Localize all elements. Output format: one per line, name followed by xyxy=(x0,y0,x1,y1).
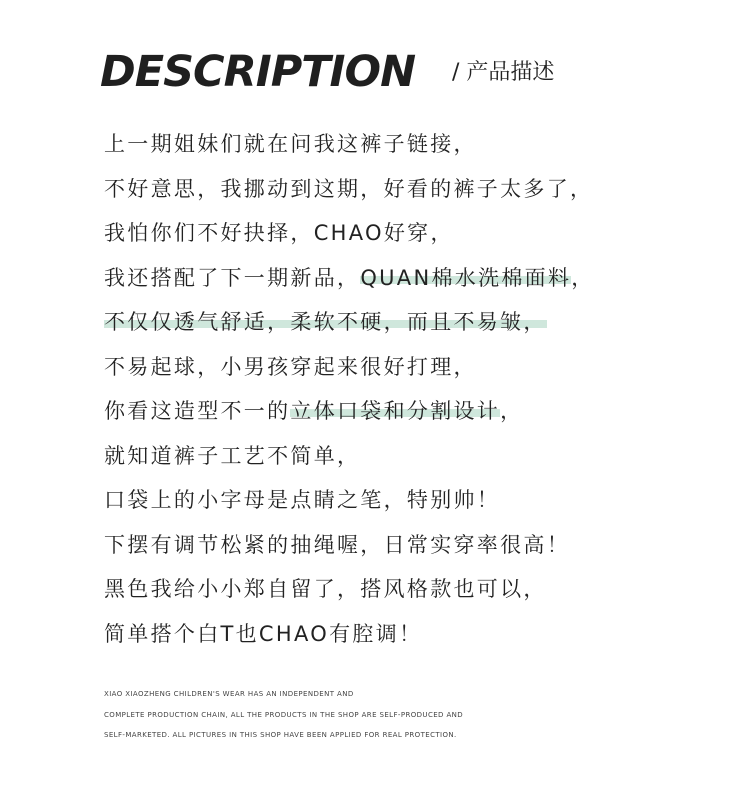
description-line xyxy=(104,567,595,612)
page-title: DESCRIPTION xyxy=(100,47,416,97)
line-text: 不易起球，小男孩穿起来很好打理， xyxy=(104,354,477,379)
footer-notice xyxy=(104,684,463,746)
description-line xyxy=(104,612,595,657)
line-text: ， xyxy=(571,265,595,290)
line-text: 口袋上的小字母是点睛之笔，特别帅！ xyxy=(104,488,501,512)
highlighted-text: 立体口袋和分割设计 xyxy=(290,399,501,423)
description-line xyxy=(104,389,595,434)
line-text: 就知道裤子工艺不简单， xyxy=(104,443,361,468)
description-line xyxy=(104,345,595,390)
highlighted-text: QUAN棉水洗棉面料 xyxy=(360,265,572,290)
footer-line: XIAO XIAOZHENG CHILDREN'S WEAR HAS AN INDEPENDENT AND xyxy=(104,690,354,698)
description-line xyxy=(104,434,595,479)
line-text: 不好意思，我挪动到这期，好看的裤子太多了， xyxy=(104,176,594,201)
footer-line: COMPLETE PRODUCTION CHAIN, ALL THE PRODUCTS IN THE SHOP ARE SELF-PRODUCED AND xyxy=(104,710,464,719)
line-text: 黑色我给小小郑自留了，搭风格款也可以， xyxy=(104,577,547,601)
description-line xyxy=(104,300,595,345)
line-text: 我怕你们不好抉择，CHAO好穿， xyxy=(104,221,454,245)
description-line xyxy=(104,167,595,212)
highlighted-text: 不仅仅透气舒适，柔软不硬，而且不易皱， xyxy=(104,310,547,334)
line-text: 下摆有调节松紧的抽绳喔，日常实穿率很高！ xyxy=(104,532,570,557)
description-line xyxy=(104,211,595,256)
line-text: 简单搭个白T也CHAO有腔调！ xyxy=(104,621,423,646)
description-body xyxy=(104,122,595,656)
line-text: ， xyxy=(500,399,524,423)
description-line xyxy=(104,122,595,167)
line-text: 你看这造型不一的 xyxy=(104,399,291,423)
page-subtitle: / 产品描述 xyxy=(452,60,555,85)
line-text: 我还搭配了下一期新品， xyxy=(104,265,361,290)
description-line xyxy=(104,523,595,568)
line-text: 上一期姐妹们就在问我这裤子链接， xyxy=(104,132,477,156)
description-line xyxy=(104,256,595,301)
description-line xyxy=(104,478,595,523)
footer-line: SELF-MARKETED. ALL PICTURES IN THIS SHOP HAVE BEEN APPLIED FOR REAL PROTECTION. xyxy=(104,731,457,739)
